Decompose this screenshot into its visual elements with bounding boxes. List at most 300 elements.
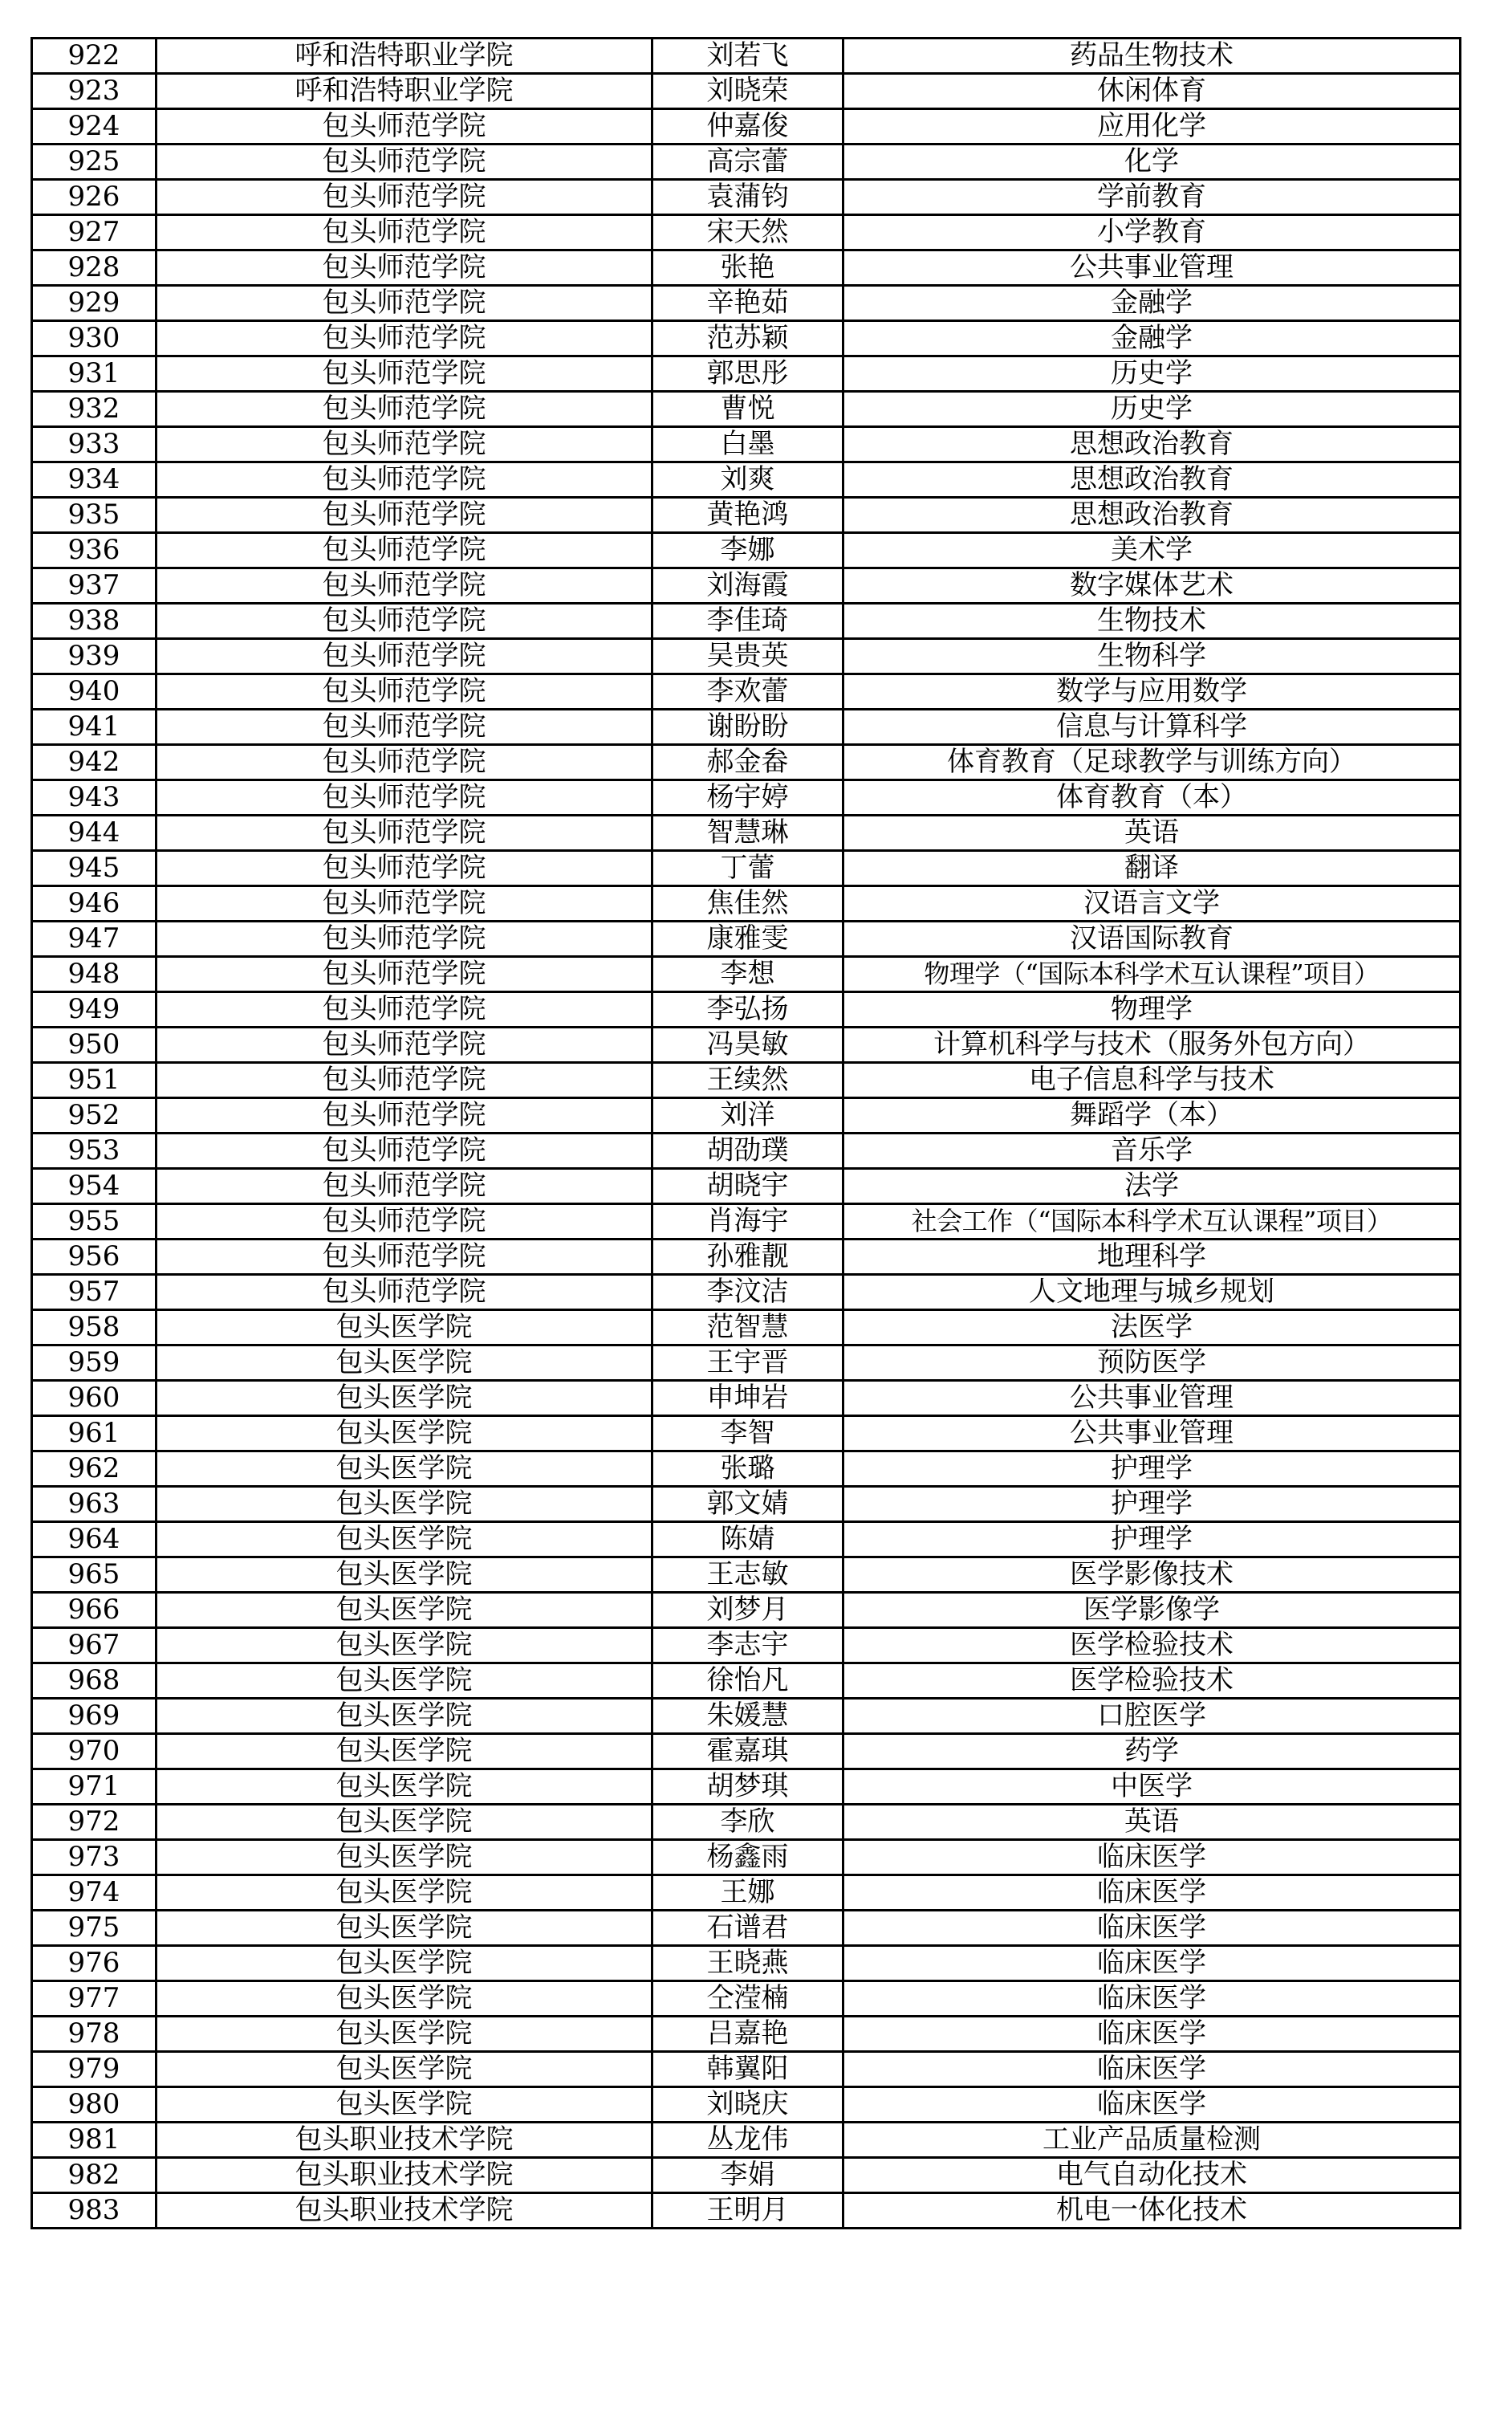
row-number: 979 — [32, 2052, 156, 2087]
school-cell: 包头师范学院 — [156, 922, 652, 957]
row-number: 982 — [32, 2158, 156, 2193]
row-number: 938 — [32, 604, 156, 639]
student-name: 刘爽 — [652, 462, 843, 498]
table-row — [32, 1240, 1461, 1275]
table-row — [32, 1663, 1461, 1699]
row-number: 944 — [32, 816, 156, 851]
student-name: 张璐 — [652, 1451, 843, 1487]
student-name: 丛龙伟 — [652, 2123, 843, 2158]
student-name: 康雅雯 — [652, 922, 843, 957]
major-cell: 学前教育 — [843, 180, 1461, 215]
student-name: 谢盼盼 — [652, 710, 843, 745]
table-row — [32, 1204, 1461, 1240]
student-name: 刘晓荣 — [652, 74, 843, 109]
table-row — [32, 1345, 1461, 1381]
table-row — [32, 1381, 1461, 1416]
school-cell: 包头医学院 — [156, 1946, 652, 1981]
major-cell: 思想政治教育 — [843, 498, 1461, 533]
student-name: 范智慧 — [652, 1310, 843, 1345]
major-cell: 法医学 — [843, 1310, 1461, 1345]
table-row — [32, 1840, 1461, 1875]
major-cell: 机电一体化技术 — [843, 2193, 1461, 2229]
school-cell: 包头医学院 — [156, 1416, 652, 1451]
school-cell: 包头医学院 — [156, 1487, 652, 1522]
student-name: 杨鑫雨 — [652, 1840, 843, 1875]
row-number: 977 — [32, 1981, 156, 2017]
school-cell: 包头师范学院 — [156, 533, 652, 568]
student-name: 郭文婧 — [652, 1487, 843, 1522]
row-number: 951 — [32, 1063, 156, 1098]
school-cell: 包头师范学院 — [156, 780, 652, 816]
school-cell: 包头医学院 — [156, 1805, 652, 1840]
school-cell: 包头职业技术学院 — [156, 2123, 652, 2158]
row-number: 960 — [32, 1381, 156, 1416]
school-cell: 包头师范学院 — [156, 568, 652, 604]
table-row — [32, 74, 1461, 109]
row-number: 946 — [32, 886, 156, 922]
major-cell: 金融学 — [843, 286, 1461, 321]
major-cell: 思想政治教育 — [843, 462, 1461, 498]
row-number: 929 — [32, 286, 156, 321]
student-name: 霍嘉琪 — [652, 1734, 843, 1769]
table-row — [32, 1522, 1461, 1557]
school-cell: 包头医学院 — [156, 1699, 652, 1734]
major-cell: 小学教育 — [843, 215, 1461, 250]
major-cell: 口腔医学 — [843, 1699, 1461, 1734]
table-row — [32, 1169, 1461, 1204]
student-name: 肖海宇 — [652, 1204, 843, 1240]
table-row — [32, 604, 1461, 639]
table-row — [32, 851, 1461, 886]
major-cell: 临床医学 — [843, 1840, 1461, 1875]
table-row — [32, 1063, 1461, 1098]
table-row — [32, 2158, 1461, 2193]
school-cell: 包头医学院 — [156, 1310, 652, 1345]
major-cell: 护理学 — [843, 1451, 1461, 1487]
major-cell: 数字媒体艺术 — [843, 568, 1461, 604]
student-name: 辛艳茹 — [652, 286, 843, 321]
table-row — [32, 1593, 1461, 1628]
school-cell: 包头师范学院 — [156, 1275, 652, 1310]
student-name: 李智 — [652, 1416, 843, 1451]
major-cell: 中医学 — [843, 1769, 1461, 1805]
student-name: 丁蕾 — [652, 851, 843, 886]
school-cell: 包头师范学院 — [156, 1028, 652, 1063]
table-row — [32, 1946, 1461, 1981]
student-name: 孙雅靓 — [652, 1240, 843, 1275]
major-cell: 护理学 — [843, 1487, 1461, 1522]
row-number: 955 — [32, 1204, 156, 1240]
row-number: 934 — [32, 462, 156, 498]
student-name: 王志敏 — [652, 1557, 843, 1593]
major-cell: 物理学（“国际本科学术互认课程”项目） — [843, 957, 1461, 992]
table-row — [32, 1028, 1461, 1063]
school-cell: 包头医学院 — [156, 1451, 652, 1487]
school-cell: 包头医学院 — [156, 1769, 652, 1805]
table-row — [32, 392, 1461, 427]
row-number: 964 — [32, 1522, 156, 1557]
row-number: 932 — [32, 392, 156, 427]
table-row — [32, 1911, 1461, 1946]
school-cell: 包头师范学院 — [156, 250, 652, 286]
row-number: 942 — [32, 745, 156, 780]
school-cell: 包头师范学院 — [156, 816, 652, 851]
table-row — [32, 1557, 1461, 1593]
school-cell: 包头师范学院 — [156, 321, 652, 356]
row-number: 947 — [32, 922, 156, 957]
major-cell: 思想政治教育 — [843, 427, 1461, 462]
student-name: 仲嘉俊 — [652, 109, 843, 145]
table-row — [32, 2017, 1461, 2052]
student-name: 徐怡凡 — [652, 1663, 843, 1699]
student-name: 宋天然 — [652, 215, 843, 250]
row-number: 959 — [32, 1345, 156, 1381]
student-name: 朱媛慧 — [652, 1699, 843, 1734]
major-cell: 法学 — [843, 1169, 1461, 1204]
table-row — [32, 356, 1461, 392]
student-name: 王续然 — [652, 1063, 843, 1098]
student-name: 郝金畚 — [652, 745, 843, 780]
major-cell: 历史学 — [843, 392, 1461, 427]
row-number: 935 — [32, 498, 156, 533]
student-name: 王宇晋 — [652, 1345, 843, 1381]
school-cell: 包头师范学院 — [156, 604, 652, 639]
school-cell: 包头师范学院 — [156, 1204, 652, 1240]
table-row — [32, 2052, 1461, 2087]
school-cell: 包头医学院 — [156, 2087, 652, 2123]
major-cell: 医学影像学 — [843, 1593, 1461, 1628]
table-row — [32, 1805, 1461, 1840]
student-name: 冯昊敏 — [652, 1028, 843, 1063]
student-name: 刘晓庆 — [652, 2087, 843, 2123]
school-cell: 包头师范学院 — [156, 992, 652, 1028]
student-name: 高宗蕾 — [652, 145, 843, 180]
school-cell: 包头医学院 — [156, 2052, 652, 2087]
school-cell: 包头师范学院 — [156, 1063, 652, 1098]
row-number: 948 — [32, 957, 156, 992]
student-name: 袁蒲钧 — [652, 180, 843, 215]
school-cell: 包头医学院 — [156, 1734, 652, 1769]
table-row — [32, 674, 1461, 710]
table-row — [32, 215, 1461, 250]
row-number: 967 — [32, 1628, 156, 1663]
school-cell: 包头师范学院 — [156, 1134, 652, 1169]
student-name: 石谱君 — [652, 1911, 843, 1946]
table-row — [32, 145, 1461, 180]
table-row — [32, 780, 1461, 816]
row-number: 950 — [32, 1028, 156, 1063]
school-cell: 呼和浩特职业学院 — [156, 39, 652, 74]
major-cell: 体育教育（本） — [843, 780, 1461, 816]
student-name: 刘梦月 — [652, 1593, 843, 1628]
school-cell: 包头师范学院 — [156, 392, 652, 427]
major-cell: 工业产品质量检测 — [843, 2123, 1461, 2158]
major-cell: 美术学 — [843, 533, 1461, 568]
table-row — [32, 745, 1461, 780]
school-cell: 包头师范学院 — [156, 886, 652, 922]
major-cell: 音乐学 — [843, 1134, 1461, 1169]
table-row — [32, 1451, 1461, 1487]
student-name: 焦佳然 — [652, 886, 843, 922]
major-cell: 公共事业管理 — [843, 1381, 1461, 1416]
school-cell: 包头师范学院 — [156, 851, 652, 886]
school-cell: 包头医学院 — [156, 1557, 652, 1593]
school-cell: 包头师范学院 — [156, 674, 652, 710]
major-cell: 物理学 — [843, 992, 1461, 1028]
student-name: 胡梦琪 — [652, 1769, 843, 1805]
row-number: 928 — [32, 250, 156, 286]
major-cell: 临床医学 — [843, 1911, 1461, 1946]
school-cell: 包头师范学院 — [156, 356, 652, 392]
major-cell: 临床医学 — [843, 2052, 1461, 2087]
row-number: 970 — [32, 1734, 156, 1769]
major-cell: 生物技术 — [843, 604, 1461, 639]
school-cell: 包头医学院 — [156, 1628, 652, 1663]
school-cell: 包头师范学院 — [156, 462, 652, 498]
major-cell: 生物科学 — [843, 639, 1461, 674]
student-name: 白墨 — [652, 427, 843, 462]
student-name: 刘洋 — [652, 1098, 843, 1134]
student-name: 吴贵英 — [652, 639, 843, 674]
student-name: 王晓燕 — [652, 1946, 843, 1981]
row-number: 952 — [32, 1098, 156, 1134]
school-cell: 包头师范学院 — [156, 639, 652, 674]
major-cell: 临床医学 — [843, 1946, 1461, 1981]
row-number: 966 — [32, 1593, 156, 1628]
table-row — [32, 2193, 1461, 2229]
row-number: 958 — [32, 1310, 156, 1345]
table-row — [32, 39, 1461, 74]
major-cell: 医学影像技术 — [843, 1557, 1461, 1593]
student-name: 李想 — [652, 957, 843, 992]
table-row — [32, 1628, 1461, 1663]
student-name: 李欢蕾 — [652, 674, 843, 710]
table-row — [32, 180, 1461, 215]
row-number: 922 — [32, 39, 156, 74]
student-name: 陈婧 — [652, 1522, 843, 1557]
table-row — [32, 2123, 1461, 2158]
row-number: 976 — [32, 1946, 156, 1981]
table-row — [32, 1134, 1461, 1169]
major-cell: 临床医学 — [843, 1981, 1461, 2017]
table-row — [32, 639, 1461, 674]
school-cell: 包头师范学院 — [156, 1169, 652, 1204]
row-number: 943 — [32, 780, 156, 816]
student-name: 胡晓宇 — [652, 1169, 843, 1204]
student-name: 韩翼阳 — [652, 2052, 843, 2087]
row-number: 945 — [32, 851, 156, 886]
table-row — [32, 1098, 1461, 1134]
school-cell: 包头师范学院 — [156, 710, 652, 745]
school-cell: 呼和浩特职业学院 — [156, 74, 652, 109]
table-row — [32, 992, 1461, 1028]
school-cell: 包头医学院 — [156, 1663, 652, 1699]
table-row — [32, 1981, 1461, 2017]
major-cell: 药品生物技术 — [843, 39, 1461, 74]
row-number: 927 — [32, 215, 156, 250]
table-row — [32, 462, 1461, 498]
row-number: 957 — [32, 1275, 156, 1310]
student-name: 李佳琦 — [652, 604, 843, 639]
student-name: 曹悦 — [652, 392, 843, 427]
student-name: 王明月 — [652, 2193, 843, 2229]
table-row — [32, 427, 1461, 462]
student-name: 刘海霞 — [652, 568, 843, 604]
table-row — [32, 1699, 1461, 1734]
row-number: 953 — [32, 1134, 156, 1169]
major-cell: 化学 — [843, 145, 1461, 180]
major-cell: 翻译 — [843, 851, 1461, 886]
row-number: 972 — [32, 1805, 156, 1840]
school-cell: 包头师范学院 — [156, 1240, 652, 1275]
student-name: 李志宇 — [652, 1628, 843, 1663]
major-cell: 临床医学 — [843, 2087, 1461, 2123]
row-number: 981 — [32, 2123, 156, 2158]
student-name: 胡劭璞 — [652, 1134, 843, 1169]
major-cell: 计算机科学与技术（服务外包方向） — [843, 1028, 1461, 1063]
school-cell: 包头师范学院 — [156, 957, 652, 992]
row-number: 937 — [32, 568, 156, 604]
table-row — [32, 710, 1461, 745]
row-number: 974 — [32, 1875, 156, 1911]
table-row — [32, 2087, 1461, 2123]
row-number: 930 — [32, 321, 156, 356]
major-cell: 应用化学 — [843, 109, 1461, 145]
major-cell: 汉语国际教育 — [843, 922, 1461, 957]
school-cell: 包头医学院 — [156, 1381, 652, 1416]
student-name: 李汶洁 — [652, 1275, 843, 1310]
major-cell: 地理科学 — [843, 1240, 1461, 1275]
school-cell: 包头师范学院 — [156, 286, 652, 321]
school-cell: 包头医学院 — [156, 1911, 652, 1946]
school-cell: 包头师范学院 — [156, 427, 652, 462]
student-name: 吕嘉艳 — [652, 2017, 843, 2052]
row-number: 931 — [32, 356, 156, 392]
row-number: 933 — [32, 427, 156, 462]
student-name: 李娟 — [652, 2158, 843, 2193]
student-name: 李弘扬 — [652, 992, 843, 1028]
table-row — [32, 568, 1461, 604]
school-cell: 包头师范学院 — [156, 145, 652, 180]
student-name: 刘若飞 — [652, 39, 843, 74]
table-row — [32, 816, 1461, 851]
table-row — [32, 321, 1461, 356]
row-number: 924 — [32, 109, 156, 145]
table-row — [32, 1275, 1461, 1310]
row-number: 978 — [32, 2017, 156, 2052]
major-cell: 休闲体育 — [843, 74, 1461, 109]
table-row — [32, 922, 1461, 957]
school-cell: 包头医学院 — [156, 1593, 652, 1628]
table-row — [32, 1487, 1461, 1522]
major-cell: 临床医学 — [843, 2017, 1461, 2052]
major-cell: 历史学 — [843, 356, 1461, 392]
major-cell: 数学与应用数学 — [843, 674, 1461, 710]
row-number: 940 — [32, 674, 156, 710]
major-cell: 金融学 — [843, 321, 1461, 356]
school-cell: 包头师范学院 — [156, 180, 652, 215]
table-row — [32, 286, 1461, 321]
major-cell: 信息与计算科学 — [843, 710, 1461, 745]
table-row — [32, 250, 1461, 286]
school-cell: 包头医学院 — [156, 1840, 652, 1875]
school-cell: 包头师范学院 — [156, 745, 652, 780]
major-cell: 人文地理与城乡规划 — [843, 1275, 1461, 1310]
student-name: 仝滢楠 — [652, 1981, 843, 2017]
student-name: 李娜 — [652, 533, 843, 568]
major-cell: 体育教育（足球教学与训练方向） — [843, 745, 1461, 780]
table-row — [32, 498, 1461, 533]
roster-body — [32, 39, 1461, 2229]
school-cell: 包头师范学院 — [156, 1098, 652, 1134]
major-cell: 公共事业管理 — [843, 1416, 1461, 1451]
row-number: 980 — [32, 2087, 156, 2123]
school-cell: 包头医学院 — [156, 1522, 652, 1557]
major-cell: 药学 — [843, 1734, 1461, 1769]
school-cell: 包头职业技术学院 — [156, 2193, 652, 2229]
student-name: 杨宇婷 — [652, 780, 843, 816]
student-name: 黄艳鸿 — [652, 498, 843, 533]
row-number: 968 — [32, 1663, 156, 1699]
major-cell: 预防医学 — [843, 1345, 1461, 1381]
major-cell: 英语 — [843, 816, 1461, 851]
student-name: 范苏颖 — [652, 321, 843, 356]
row-number: 925 — [32, 145, 156, 180]
row-number: 923 — [32, 74, 156, 109]
school-cell: 包头师范学院 — [156, 498, 652, 533]
table-row — [32, 533, 1461, 568]
table-row — [32, 1310, 1461, 1345]
row-number: 926 — [32, 180, 156, 215]
major-cell: 临床医学 — [843, 1875, 1461, 1911]
major-cell: 公共事业管理 — [843, 250, 1461, 286]
student-name: 李欣 — [652, 1805, 843, 1840]
row-number: 962 — [32, 1451, 156, 1487]
major-cell: 电气自动化技术 — [843, 2158, 1461, 2193]
row-number: 939 — [32, 639, 156, 674]
major-cell: 护理学 — [843, 1522, 1461, 1557]
row-number: 969 — [32, 1699, 156, 1734]
major-cell: 医学检验技术 — [843, 1663, 1461, 1699]
table-row — [32, 1875, 1461, 1911]
row-number: 973 — [32, 1840, 156, 1875]
school-cell: 包头医学院 — [156, 1981, 652, 2017]
student-name: 张艳 — [652, 250, 843, 286]
table-row — [32, 1416, 1461, 1451]
row-number: 936 — [32, 533, 156, 568]
major-cell: 电子信息科学与技术 — [843, 1063, 1461, 1098]
school-cell: 包头师范学院 — [156, 215, 652, 250]
table-row — [32, 957, 1461, 992]
table-row — [32, 1769, 1461, 1805]
roster-table — [30, 37, 1461, 2229]
school-cell: 包头医学院 — [156, 1875, 652, 1911]
student-name: 申坤岩 — [652, 1381, 843, 1416]
row-number: 954 — [32, 1169, 156, 1204]
major-cell: 舞蹈学（本） — [843, 1098, 1461, 1134]
row-number: 975 — [32, 1911, 156, 1946]
row-number: 949 — [32, 992, 156, 1028]
row-number: 965 — [32, 1557, 156, 1593]
row-number: 961 — [32, 1416, 156, 1451]
table-row — [32, 886, 1461, 922]
major-cell: 医学检验技术 — [843, 1628, 1461, 1663]
school-cell: 包头医学院 — [156, 1345, 652, 1381]
major-cell: 汉语言文学 — [843, 886, 1461, 922]
student-name: 王娜 — [652, 1875, 843, 1911]
row-number: 956 — [32, 1240, 156, 1275]
student-name: 郭思彤 — [652, 356, 843, 392]
